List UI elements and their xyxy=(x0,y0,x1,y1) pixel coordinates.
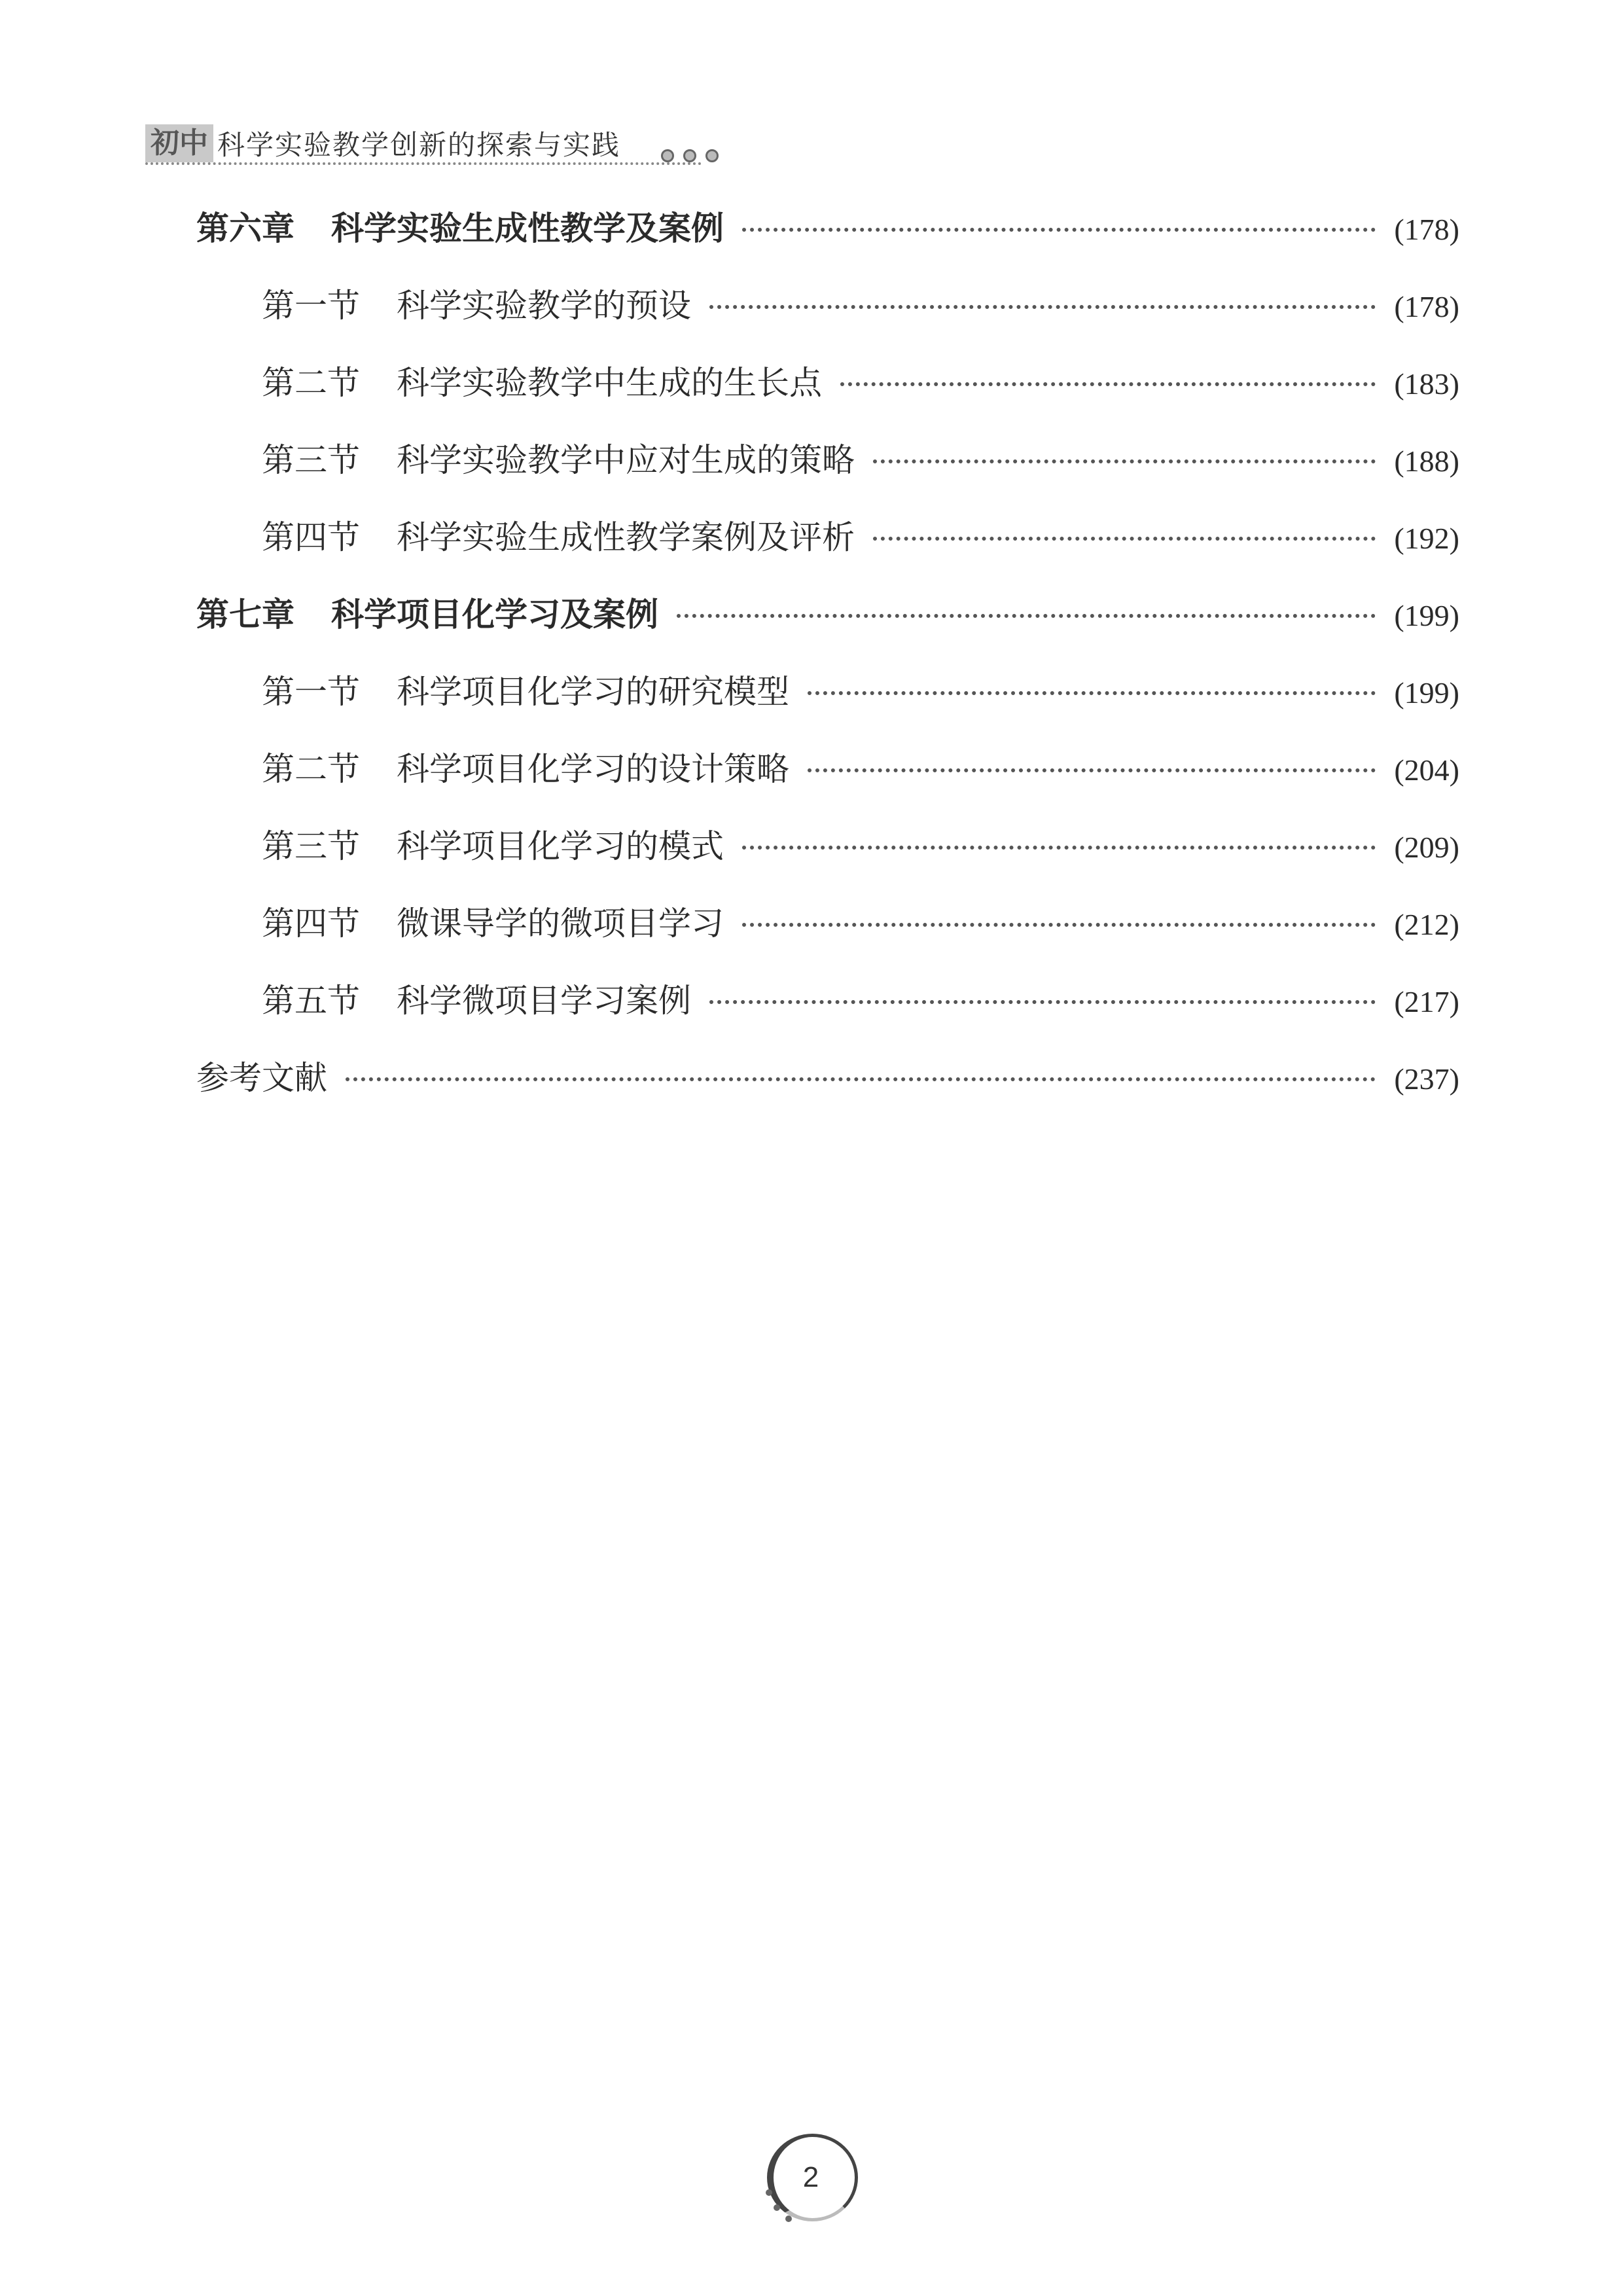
toc-dot-leader xyxy=(742,846,1376,850)
toc-chapter-entry[interactable] xyxy=(196,576,1459,653)
toc-dot-leader xyxy=(808,691,1376,695)
toc-dot-leader xyxy=(873,537,1376,541)
toc-entry-title: 科学项目化学习的模式 xyxy=(397,827,724,865)
toc-entry-title: 科学微项目学习案例 xyxy=(397,982,691,1020)
toc-page-number: (183) xyxy=(1394,367,1459,401)
toc-entry-number: 第一节 xyxy=(262,287,360,325)
toc-dot-leader xyxy=(677,614,1376,618)
ornament-dot-icon xyxy=(766,2189,772,2196)
ornament-dot-icon xyxy=(785,2215,792,2222)
toc-entry-title: 科学实验生成性教学案例及评析 xyxy=(397,518,855,556)
toc-entry-title: 微课导学的微项目学习 xyxy=(397,905,724,942)
header-badge: 初中 xyxy=(145,124,213,162)
header-ornament-icon xyxy=(661,149,719,162)
toc-page-number: (212) xyxy=(1394,908,1459,941)
toc-dot-leader xyxy=(709,1000,1376,1004)
toc-section-entry[interactable] xyxy=(196,499,1459,576)
toc-entry-number: 第五节 xyxy=(262,982,360,1020)
toc-dot-leader xyxy=(873,459,1376,463)
toc-page-number: (204) xyxy=(1394,753,1459,787)
table-of-contents xyxy=(196,190,1459,1117)
toc-entry-title: 参考文献 xyxy=(196,1059,327,1097)
toc-page-number: (209) xyxy=(1394,831,1459,864)
toc-entry-title: 科学项目化学习及案例 xyxy=(331,596,658,634)
toc-entry-number: 第二节 xyxy=(262,750,360,788)
toc-chapter-entry[interactable] xyxy=(196,190,1459,267)
toc-entry-title: 科学项目化学习的设计策略 xyxy=(397,750,789,788)
toc-page-number: (188) xyxy=(1394,444,1459,478)
toc-page-number: (178) xyxy=(1394,290,1459,323)
toc-page-number: (178) xyxy=(1394,213,1459,246)
toc-entry-number: 第二节 xyxy=(262,364,360,402)
toc-entry-number: 第七章 xyxy=(196,596,294,634)
toc-dot-leader xyxy=(742,923,1376,927)
toc-entry-number: 第四节 xyxy=(262,905,360,942)
toc-entry-title: 科学实验教学中生成的生长点 xyxy=(397,364,822,402)
toc-entry-number: 第一节 xyxy=(262,673,360,711)
toc-entry-title: 科学实验教学中应对生成的策略 xyxy=(397,441,855,479)
toc-section-entry[interactable] xyxy=(196,422,1459,499)
toc-dot-leader xyxy=(709,305,1376,309)
toc-page-number: (192) xyxy=(1394,522,1459,555)
header-title: 科学实验教学创新的探索与实践 xyxy=(217,129,621,161)
toc-section-entry[interactable] xyxy=(196,730,1459,808)
toc-page-number: (199) xyxy=(1394,676,1459,709)
running-header xyxy=(145,124,620,162)
page-number: 2 xyxy=(802,2161,819,2193)
toc-section-entry[interactable] xyxy=(196,653,1459,730)
toc-section-entry[interactable] xyxy=(196,267,1459,344)
header-dotted-rule xyxy=(145,162,702,165)
toc-entry-title: 科学实验生成性教学及案例 xyxy=(331,209,724,247)
toc-page-number: (199) xyxy=(1394,599,1459,632)
toc-entry-number: 第三节 xyxy=(262,441,360,479)
toc-dot-leader xyxy=(840,382,1376,386)
toc-section-entry[interactable] xyxy=(196,808,1459,885)
toc-section-entry[interactable] xyxy=(196,885,1459,962)
toc-entry-title: 科学实验教学的预设 xyxy=(397,287,691,325)
toc-entry-number: 第四节 xyxy=(262,518,360,556)
toc-entry-number: 第三节 xyxy=(262,827,360,865)
toc-references-entry[interactable] xyxy=(196,1039,1459,1117)
toc-section-entry[interactable] xyxy=(196,344,1459,422)
toc-dot-leader xyxy=(346,1077,1376,1081)
toc-section-entry[interactable] xyxy=(196,962,1459,1039)
toc-entry-number: 第六章 xyxy=(196,209,294,247)
toc-entry-title: 科学项目化学习的研究模型 xyxy=(397,673,789,711)
toc-dot-leader xyxy=(808,768,1376,772)
toc-page-number: (237) xyxy=(1394,1062,1459,1096)
ornament-dot-icon xyxy=(774,2204,780,2211)
toc-page-number: (217) xyxy=(1394,985,1459,1018)
toc-dot-leader xyxy=(742,228,1376,232)
